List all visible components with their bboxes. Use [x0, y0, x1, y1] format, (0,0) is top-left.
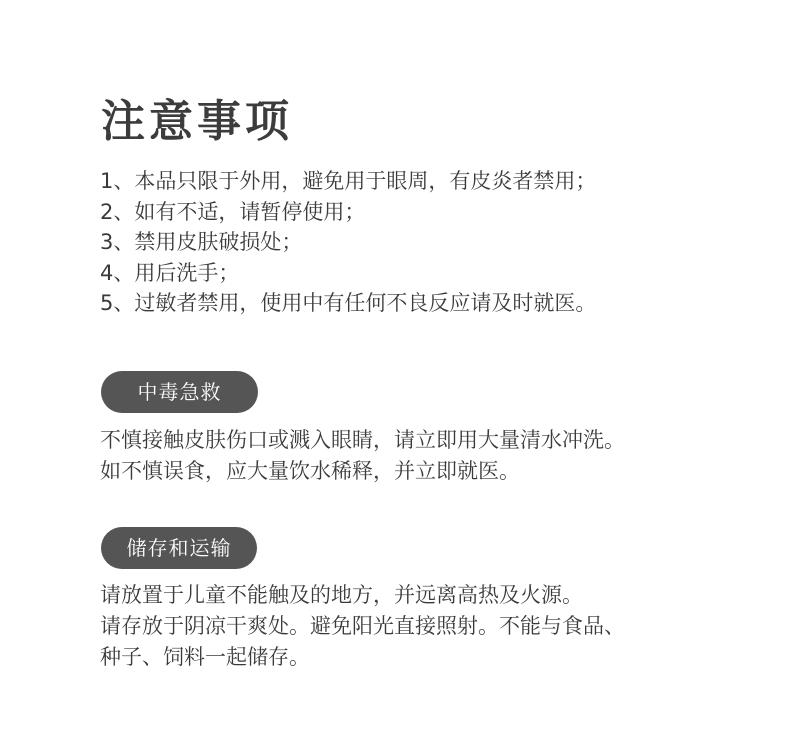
- page-title: 注意事项: [101, 96, 293, 147]
- section-badge-storage: 储存和运输: [101, 527, 257, 569]
- precaution-item: 1、本品只限于外用，避免用于眼周，有皮炎者禁用；: [100, 169, 597, 193]
- precaution-item: 5、过敏者禁用，使用中有任何不良反应请及时就医。: [100, 291, 597, 315]
- storage-text: [100, 580, 625, 673]
- section-badge-first-aid: 中毒急救: [101, 371, 258, 413]
- precautions-list: [100, 166, 596, 319]
- first-aid-line: 不慎接触皮肤伤口或溅入眼睛，请立即用大量清水冲洗。: [100, 428, 625, 452]
- first-aid-line: 如不慎误食，应大量饮水稀释，并立即就医。: [100, 459, 520, 483]
- precaution-item: 3、禁用皮肤破损处；: [100, 230, 303, 254]
- storage-line: 种子、饲料一起储存。: [100, 645, 310, 669]
- precaution-item: 4、用后洗手；: [100, 260, 240, 285]
- first-aid-text: [100, 425, 625, 487]
- storage-line: 请放置于儿童不能触及的地方，并远离高热及火源。: [100, 583, 583, 607]
- storage-line: 请存放于阴凉干爽处。避免阳光直接照射。不能与食品、: [100, 614, 625, 638]
- precaution-item: 2、如有不适，请暂停使用；: [100, 199, 366, 224]
